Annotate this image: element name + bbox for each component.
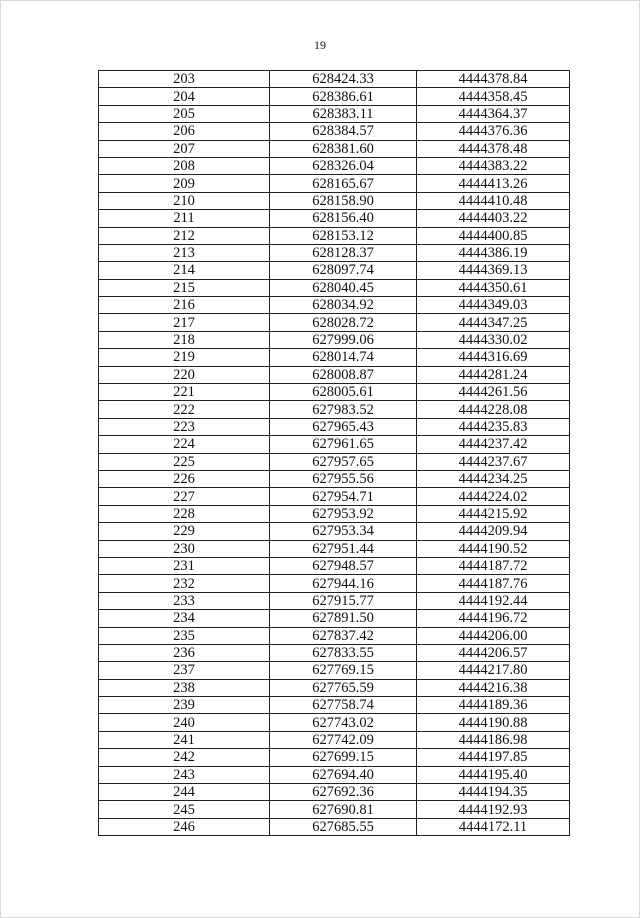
table-row	[99, 714, 570, 731]
y-coordinate-cell: 4444347.25	[417, 314, 570, 331]
y-coordinate-cell: 4444195.40	[417, 766, 570, 783]
point-number-cell: 242	[99, 749, 270, 766]
y-coordinate-cell: 4444234.25	[417, 470, 570, 487]
x-coordinate-cell: 628028.72	[270, 314, 417, 331]
y-coordinate-cell: 4444192.44	[417, 592, 570, 609]
y-coordinate-cell: 4444378.84	[417, 71, 570, 88]
point-number-cell: 241	[99, 731, 270, 748]
y-coordinate-cell: 4444349.03	[417, 297, 570, 314]
x-coordinate-cell: 627953.92	[270, 505, 417, 522]
point-number-cell: 213	[99, 244, 270, 261]
y-coordinate-cell: 4444237.67	[417, 453, 570, 470]
x-coordinate-cell: 628326.04	[270, 157, 417, 174]
x-coordinate-cell: 627743.02	[270, 714, 417, 731]
table-row	[99, 88, 570, 105]
point-number-cell: 204	[99, 88, 270, 105]
y-coordinate-cell: 4444235.83	[417, 418, 570, 435]
point-number-cell: 234	[99, 610, 270, 627]
y-coordinate-cell: 4444386.19	[417, 244, 570, 261]
y-coordinate-cell: 4444206.00	[417, 627, 570, 644]
y-coordinate-cell: 4444413.26	[417, 175, 570, 192]
x-coordinate-cell: 627699.15	[270, 749, 417, 766]
table-row	[99, 610, 570, 627]
x-coordinate-cell: 628040.45	[270, 279, 417, 296]
table-row	[99, 331, 570, 348]
y-coordinate-cell: 4444403.22	[417, 210, 570, 227]
table-row	[99, 575, 570, 592]
point-number-cell: 206	[99, 123, 270, 140]
x-coordinate-cell: 628014.74	[270, 349, 417, 366]
y-coordinate-cell: 4444209.94	[417, 523, 570, 540]
table-row	[99, 349, 570, 366]
y-coordinate-cell: 4444350.61	[417, 279, 570, 296]
point-number-cell: 243	[99, 766, 270, 783]
x-coordinate-cell: 627891.50	[270, 610, 417, 627]
y-coordinate-cell: 4444215.92	[417, 505, 570, 522]
y-coordinate-cell: 4444237.42	[417, 436, 570, 453]
point-number-cell: 207	[99, 140, 270, 157]
x-coordinate-cell: 627690.81	[270, 801, 417, 818]
table-row	[99, 157, 570, 174]
y-coordinate-cell: 4444261.56	[417, 384, 570, 401]
table-row	[99, 592, 570, 609]
table-row	[99, 784, 570, 801]
coordinates-table	[98, 70, 570, 836]
x-coordinate-cell: 627951.44	[270, 540, 417, 557]
y-coordinate-cell: 4444364.37	[417, 105, 570, 122]
y-coordinate-cell: 4444228.08	[417, 401, 570, 418]
point-number-cell: 240	[99, 714, 270, 731]
x-coordinate-cell: 628384.57	[270, 123, 417, 140]
x-coordinate-cell: 627957.65	[270, 453, 417, 470]
y-coordinate-cell: 4444190.88	[417, 714, 570, 731]
table-row	[99, 192, 570, 209]
y-coordinate-cell: 4444190.52	[417, 540, 570, 557]
table-row	[99, 818, 570, 835]
table-row	[99, 523, 570, 540]
x-coordinate-cell: 627765.59	[270, 679, 417, 696]
point-number-cell: 210	[99, 192, 270, 209]
table-row	[99, 749, 570, 766]
table-row	[99, 71, 570, 88]
x-coordinate-cell: 627948.57	[270, 557, 417, 574]
x-coordinate-cell: 627837.42	[270, 627, 417, 644]
x-coordinate-cell: 627953.34	[270, 523, 417, 540]
y-coordinate-cell: 4444383.22	[417, 157, 570, 174]
point-number-cell: 212	[99, 227, 270, 244]
point-number-cell: 229	[99, 523, 270, 540]
x-coordinate-cell: 627833.55	[270, 644, 417, 661]
x-coordinate-cell: 628158.90	[270, 192, 417, 209]
point-number-cell: 221	[99, 384, 270, 401]
x-coordinate-cell: 627944.16	[270, 575, 417, 592]
point-number-cell: 224	[99, 436, 270, 453]
point-number-cell: 208	[99, 157, 270, 174]
table-row	[99, 244, 570, 261]
x-coordinate-cell: 627685.55	[270, 818, 417, 835]
table-row	[99, 279, 570, 296]
y-coordinate-cell: 4444224.02	[417, 488, 570, 505]
y-coordinate-cell: 4444216.38	[417, 679, 570, 696]
x-coordinate-cell: 628097.74	[270, 262, 417, 279]
table-row	[99, 505, 570, 522]
point-number-cell: 226	[99, 470, 270, 487]
x-coordinate-cell: 627742.09	[270, 731, 417, 748]
page-number: 19	[314, 38, 326, 52]
x-coordinate-cell: 628034.92	[270, 297, 417, 314]
x-coordinate-cell: 627955.56	[270, 470, 417, 487]
table-row	[99, 557, 570, 574]
point-number-cell: 244	[99, 784, 270, 801]
table-row	[99, 470, 570, 487]
y-coordinate-cell: 4444197.85	[417, 749, 570, 766]
y-coordinate-cell: 4444217.80	[417, 662, 570, 679]
point-number-cell: 214	[99, 262, 270, 279]
point-number-cell: 220	[99, 366, 270, 383]
x-coordinate-cell: 627954.71	[270, 488, 417, 505]
y-coordinate-cell: 4444187.72	[417, 557, 570, 574]
point-number-cell: 216	[99, 297, 270, 314]
table-row	[99, 418, 570, 435]
y-coordinate-cell: 4444187.76	[417, 575, 570, 592]
y-coordinate-cell: 4444172.11	[417, 818, 570, 835]
table-row	[99, 801, 570, 818]
table-row	[99, 488, 570, 505]
table-row	[99, 175, 570, 192]
point-number-cell: 225	[99, 453, 270, 470]
table-row	[99, 627, 570, 644]
x-coordinate-cell: 628008.87	[270, 366, 417, 383]
x-coordinate-cell: 627769.15	[270, 662, 417, 679]
table-row	[99, 766, 570, 783]
point-number-cell: 219	[99, 349, 270, 366]
y-coordinate-cell: 4444316.69	[417, 349, 570, 366]
y-coordinate-cell: 4444358.45	[417, 88, 570, 105]
table-row	[99, 262, 570, 279]
x-coordinate-cell: 627961.65	[270, 436, 417, 453]
x-coordinate-cell: 627999.06	[270, 331, 417, 348]
point-number-cell: 235	[99, 627, 270, 644]
table-row	[99, 679, 570, 696]
y-coordinate-cell: 4444206.57	[417, 644, 570, 661]
point-number-cell: 227	[99, 488, 270, 505]
x-coordinate-cell: 627758.74	[270, 697, 417, 714]
table-row	[99, 662, 570, 679]
table-row	[99, 401, 570, 418]
point-number-cell: 218	[99, 331, 270, 348]
x-coordinate-cell: 627983.52	[270, 401, 417, 418]
point-number-cell: 238	[99, 679, 270, 696]
point-number-cell: 215	[99, 279, 270, 296]
table-row	[99, 123, 570, 140]
table-row	[99, 140, 570, 157]
point-number-cell: 232	[99, 575, 270, 592]
x-coordinate-cell: 628128.37	[270, 244, 417, 261]
table-row	[99, 366, 570, 383]
y-coordinate-cell: 4444410.48	[417, 192, 570, 209]
x-coordinate-cell: 627694.40	[270, 766, 417, 783]
point-number-cell: 245	[99, 801, 270, 818]
point-number-cell: 246	[99, 818, 270, 835]
x-coordinate-cell: 627965.43	[270, 418, 417, 435]
point-number-cell: 230	[99, 540, 270, 557]
x-coordinate-cell: 628165.67	[270, 175, 417, 192]
table-row	[99, 297, 570, 314]
x-coordinate-cell: 628153.12	[270, 227, 417, 244]
coordinates-table-body	[99, 71, 570, 836]
table-row	[99, 227, 570, 244]
x-coordinate-cell: 628005.61	[270, 384, 417, 401]
y-coordinate-cell: 4444330.02	[417, 331, 570, 348]
table-row	[99, 731, 570, 748]
y-coordinate-cell: 4444186.98	[417, 731, 570, 748]
table-row	[99, 210, 570, 227]
y-coordinate-cell: 4444189.36	[417, 697, 570, 714]
x-coordinate-cell: 628383.11	[270, 105, 417, 122]
y-coordinate-cell: 4444281.24	[417, 366, 570, 383]
point-number-cell: 222	[99, 401, 270, 418]
table-row	[99, 314, 570, 331]
point-number-cell: 233	[99, 592, 270, 609]
y-coordinate-cell: 4444196.72	[417, 610, 570, 627]
table-row	[99, 540, 570, 557]
point-number-cell: 211	[99, 210, 270, 227]
point-number-cell: 228	[99, 505, 270, 522]
point-number-cell: 237	[99, 662, 270, 679]
point-number-cell: 209	[99, 175, 270, 192]
y-coordinate-cell: 4444378.48	[417, 140, 570, 157]
x-coordinate-cell: 628424.33	[270, 71, 417, 88]
y-coordinate-cell: 4444376.36	[417, 123, 570, 140]
point-number-cell: 205	[99, 105, 270, 122]
point-number-cell: 231	[99, 557, 270, 574]
table-row	[99, 644, 570, 661]
table-row	[99, 436, 570, 453]
point-number-cell: 203	[99, 71, 270, 88]
x-coordinate-cell: 627915.77	[270, 592, 417, 609]
table-row	[99, 384, 570, 401]
y-coordinate-cell: 4444400.85	[417, 227, 570, 244]
table-row	[99, 105, 570, 122]
y-coordinate-cell: 4444194.35	[417, 784, 570, 801]
x-coordinate-cell: 628156.40	[270, 210, 417, 227]
x-coordinate-cell: 628381.60	[270, 140, 417, 157]
point-number-cell: 223	[99, 418, 270, 435]
point-number-cell: 217	[99, 314, 270, 331]
table-row	[99, 453, 570, 470]
point-number-cell: 239	[99, 697, 270, 714]
table-row	[99, 697, 570, 714]
point-number-cell: 236	[99, 644, 270, 661]
x-coordinate-cell: 628386.61	[270, 88, 417, 105]
y-coordinate-cell: 4444369.13	[417, 262, 570, 279]
x-coordinate-cell: 627692.36	[270, 784, 417, 801]
y-coordinate-cell: 4444192.93	[417, 801, 570, 818]
